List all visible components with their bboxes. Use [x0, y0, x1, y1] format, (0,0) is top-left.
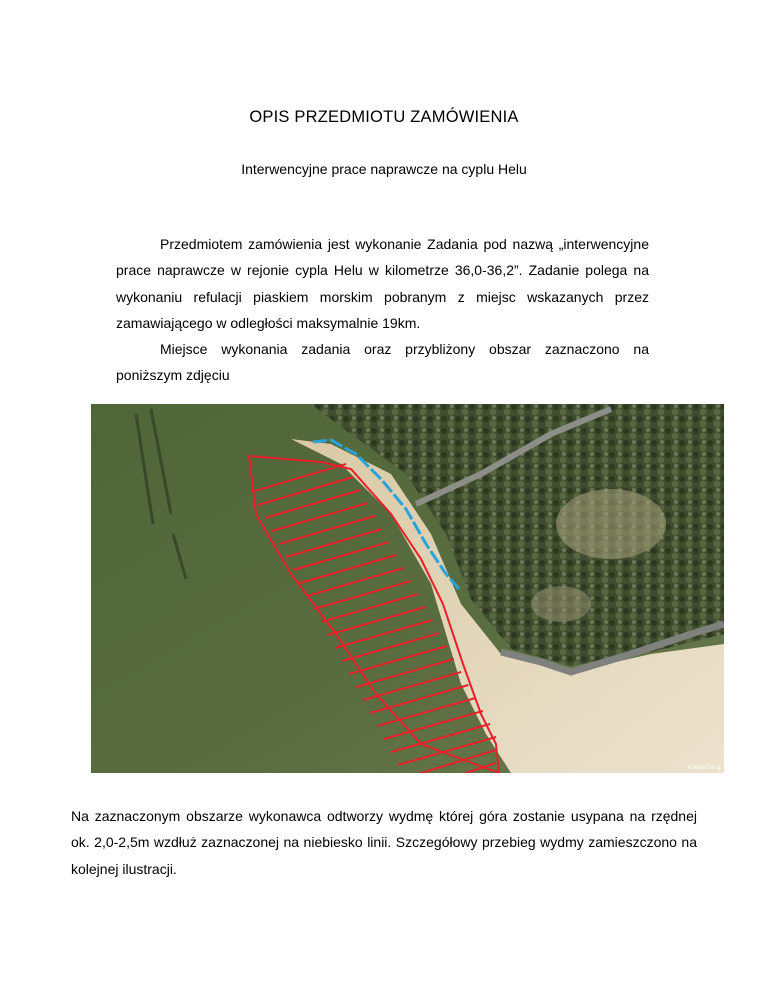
paragraph-dune: Na zaznaczonym obszarze wykonawca odtworzy wydmę której góra zostanie usypana na rzędnej ok. 2,0-2,5m wzdłuż zaznaczonej na niebiesko linii. Szczegółowy przebieg wydmy zamieszczono na kolejnej ilustracji. — [71, 808, 697, 877]
map-watermark: POWERED BY ◆ — [687, 765, 721, 770]
paragraph-location: Miejsce wykonania zadania oraz przybliżony obszar zaznaczono na poniższym zdjęciu — [116, 341, 649, 384]
document-title: OPIS PRZEDMIOTU ZAMÓWIENIA — [249, 108, 519, 126]
dune-clearing — [556, 489, 666, 559]
aerial-photo — [91, 404, 724, 773]
intro-text — [116, 231, 649, 389]
document-subtitle: Interwencyjne prace naprawcze na cyplu Helu — [241, 161, 527, 177]
paragraph-scope: Przedmiotem zamówienia jest wykonanie Zadania pod nazwą „interwencyjne prace naprawcze w rejonie cypla Helu w kilometrze 36,0-36,2”. Zadanie polega na wykonaniu refulacji piaskiem morskim pobranym z miejsc wskazanych przez zamawiającego w odległości maksymalnie 19km. — [116, 236, 649, 331]
